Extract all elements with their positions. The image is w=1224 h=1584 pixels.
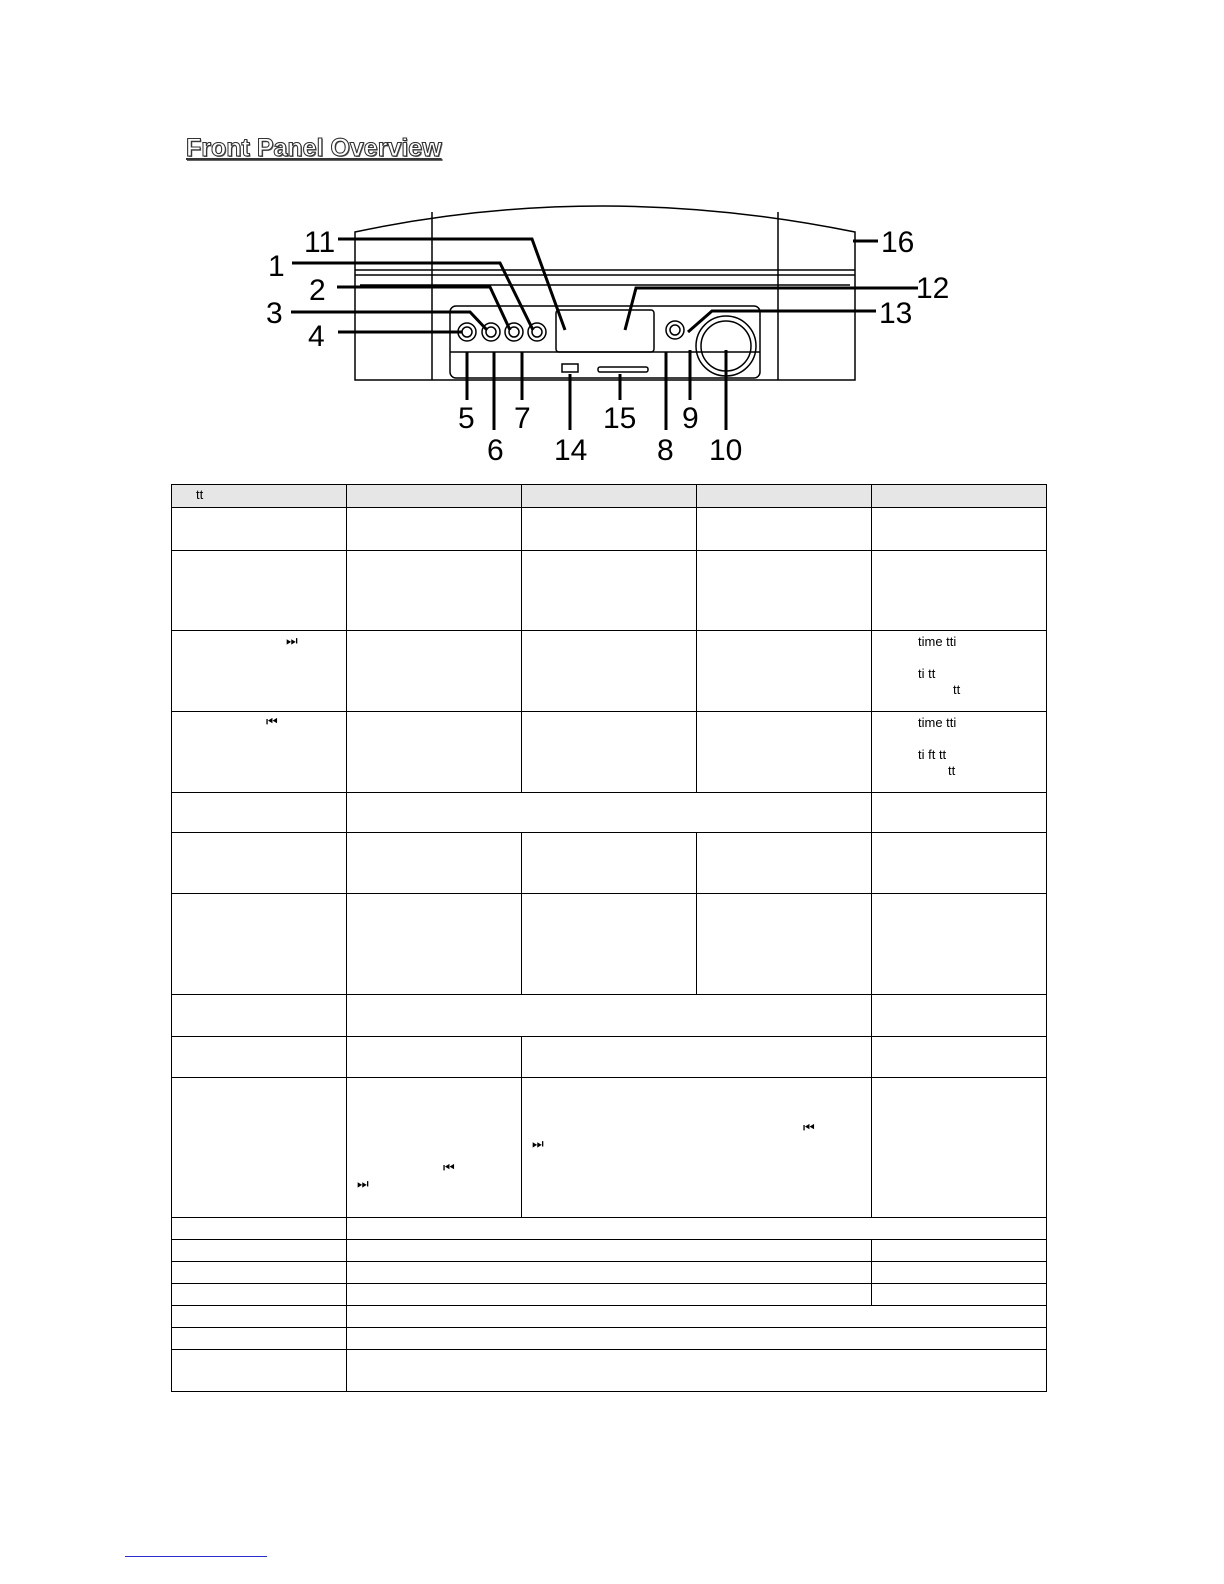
device-outline — [355, 206, 855, 380]
cell-fragment: time tti — [918, 634, 957, 649]
table-row — [172, 1078, 1047, 1218]
header-cell — [347, 485, 522, 508]
table-row — [172, 508, 1047, 551]
header-cell — [697, 485, 872, 508]
table-row — [172, 1240, 1047, 1262]
callout-8: 8 — [657, 434, 674, 467]
table-row — [172, 1350, 1047, 1392]
table-cell — [172, 631, 347, 712]
header-cell — [522, 485, 697, 508]
next-track-icon: ⏭ — [357, 1176, 369, 1191]
previous-track-icon: ⏮ — [443, 1160, 455, 1175]
callout-14: 14 — [554, 434, 588, 467]
table-cell — [872, 712, 1047, 793]
callout-15: 15 — [603, 402, 637, 435]
callout-2: 2 — [309, 274, 326, 307]
table-row — [172, 1284, 1047, 1306]
header-fragment: tt — [196, 487, 204, 502]
table-row — [172, 712, 1047, 793]
callout-16: 16 — [881, 226, 915, 259]
cell-fragment: tt — [953, 682, 961, 697]
callout-7: 7 — [514, 402, 531, 435]
cell-fragment: ti tt — [918, 666, 936, 681]
callout-3: 3 — [266, 297, 283, 330]
cell-fragment: tt — [948, 763, 956, 778]
table-row — [172, 551, 1047, 631]
table-row — [172, 631, 1047, 712]
table-row — [172, 1262, 1047, 1284]
table-cell — [172, 712, 347, 793]
page-title: Front Panel Overview — [186, 134, 442, 162]
header-cell — [872, 485, 1047, 508]
cell-fragment: ti ft tt — [918, 747, 947, 762]
next-track-icon: ⏭ — [532, 1136, 544, 1151]
callout-9: 9 — [682, 402, 699, 435]
previous-track-icon: ⏮ — [266, 714, 278, 729]
table-row — [172, 1218, 1047, 1240]
callout-1: 1 — [268, 250, 285, 283]
callout-6: 6 — [487, 434, 504, 467]
table-row — [172, 793, 1047, 833]
callout-5: 5 — [458, 402, 475, 435]
table-row — [172, 1037, 1047, 1078]
header-cell — [172, 485, 347, 508]
table-row — [172, 1328, 1047, 1350]
footer-link-underline[interactable] — [125, 1556, 267, 1557]
table-cell — [347, 1078, 522, 1218]
previous-track-icon: ⏮ — [803, 1120, 815, 1135]
callout-12: 12 — [916, 272, 950, 305]
table-row — [172, 833, 1047, 894]
callout-10: 10 — [709, 434, 743, 467]
callout-11: 11 — [304, 226, 336, 259]
cell-fragment: time tti — [918, 715, 957, 730]
front-panel-diagram — [0, 0, 1224, 470]
table-cell — [522, 1078, 872, 1218]
table-row — [172, 894, 1047, 995]
table-header-row — [172, 485, 1047, 508]
callout-4: 4 — [308, 320, 325, 353]
callout-13: 13 — [879, 297, 913, 330]
function-table — [171, 484, 1047, 1392]
next-track-icon: ⏭ — [286, 633, 298, 648]
table-row — [172, 1306, 1047, 1328]
table-row — [172, 995, 1047, 1037]
table-cell — [872, 631, 1047, 712]
